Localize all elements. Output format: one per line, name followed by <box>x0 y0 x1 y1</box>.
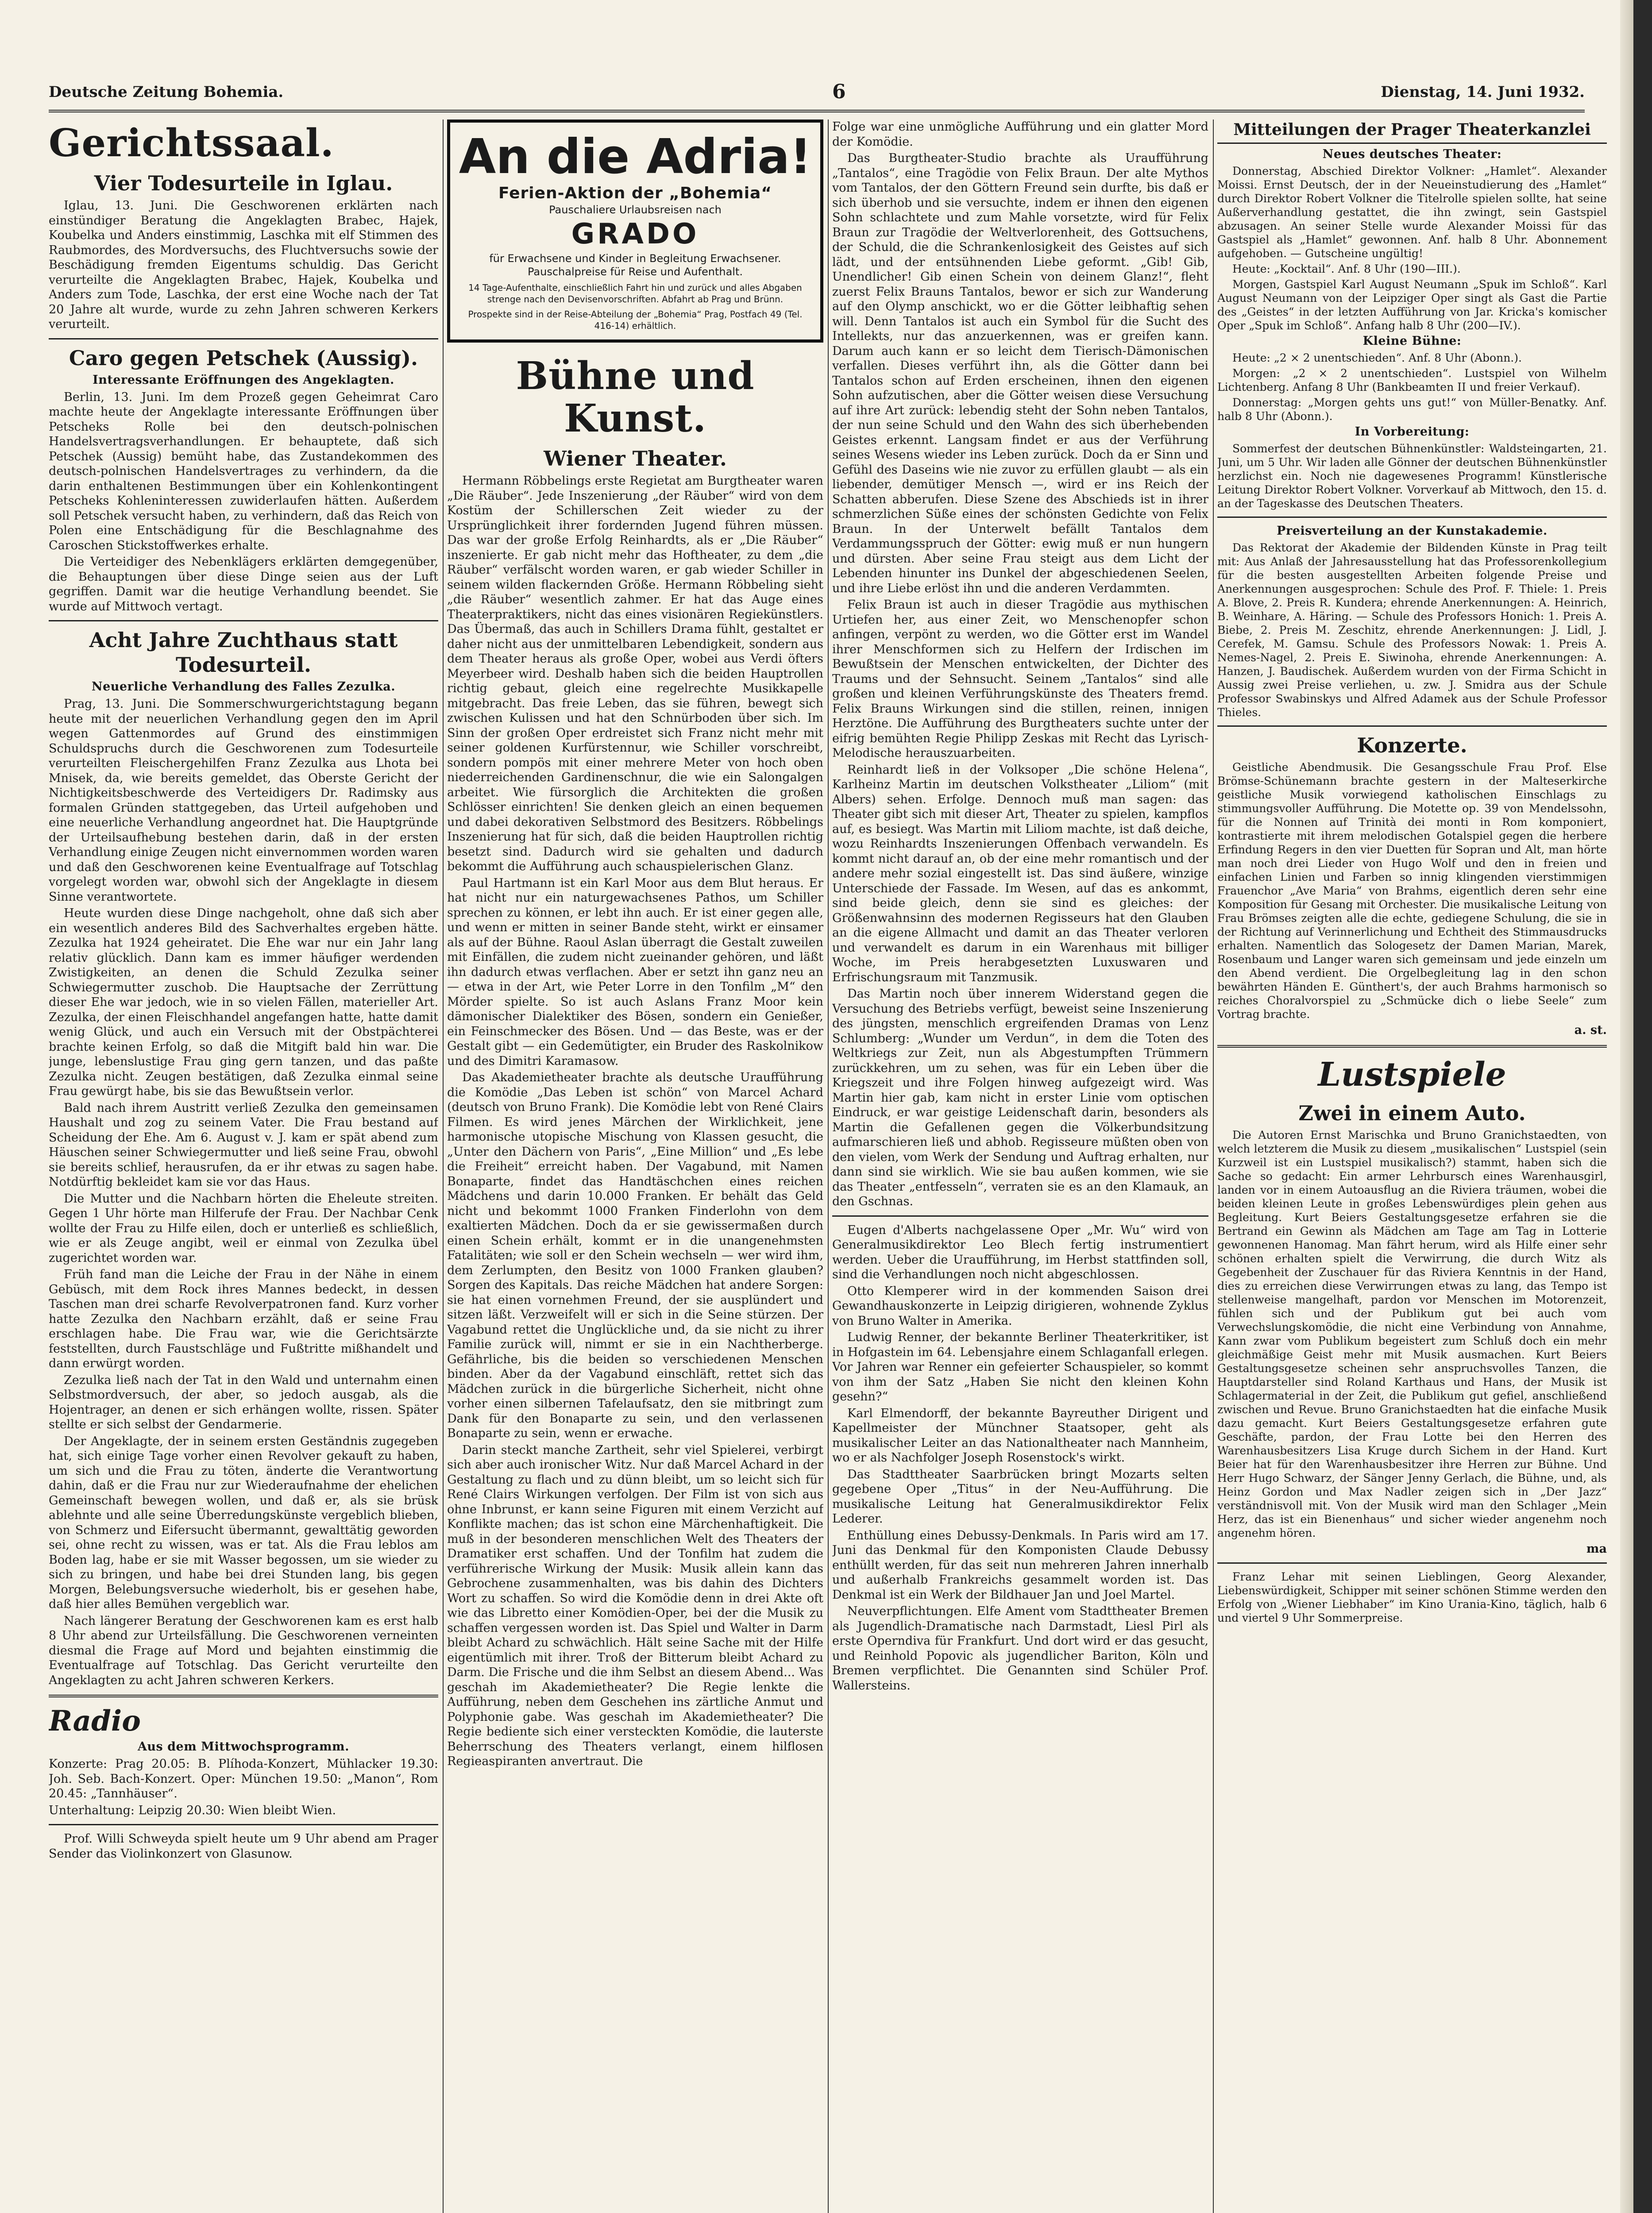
ad-text: für Erwachsene und Kinder in Begleitung Erwachsener. Pauschalpreise für Reise und Aufenthalt. <box>489 252 781 278</box>
page-fold-shadow <box>1620 0 1633 2213</box>
author-signature: a. st. <box>1574 1023 1607 1037</box>
theater-notice: Morgen: „2 × 2 unentschieden“. Lustspiel von Wilhelm Lichtenberg. Anfang 8 Uhr (Bankbeamten II und freier Verkauf). <box>1217 367 1607 393</box>
column-1 <box>49 120 438 2213</box>
article-paragraph: Felix Braun ist auch in dieser Tragödie aus mythischen Urtiefen her, aus einer Zeit, wo Menschenopfer schon anfingen, verpönt zu werden, wo die Götter erst im Wandel ihrer Menschformen sich zu Helfern der Irdischen im Bewußtsein der Menschen entwickelten, der Dichter des Traums und der Sehnsucht. Seinem „Tantalos“ sind alle großen und kleinen Verführungskünste des Theaters fremd. Felix Brauns Wirkungen sind die stillen, reinen, innigen Herztöne. Die Aufführung des Burgtheaters suchte unter der eifrig bemühten Regie Philipp Zeskas mit Recht das Lyrisch-Melodische herauszuarbeiten. <box>832 598 1208 760</box>
theater-box-subtitle: Neues deutsches Theater: <box>1322 147 1502 161</box>
theater-notice: Donnerstag: „Morgen gehts uns gut!“ von Müller-Benatky. Anf. halb 8 Uhr (Abonn.). <box>1217 396 1607 423</box>
article-title: Acht Jahre Zuchthaus statt Todesurteil. <box>89 628 398 677</box>
article-paragraph: Die Autoren Ernst Marischka und Bruno Granichstaedten, von welch letzterem die Musik zu diesem „musikalischen“ Lustspiel (sein Kurzweil ist ein Lustspiel musikalisch?) stammt, haben sich die Sache so gedacht: Ein armer Lehrbursch eines Warenhausgirl, landen vor in einem Autoausflug an die Riviera träumen, wobei die beiden kleinen Leute in großes Lebenswürdiges plein gehen aus Begleitung. Kurt Beiers Gestaltungsgesetze erfahren sie die Bertrand ein Gewinn als Mädchen am Tage am Tag in Lotterie gewonnenen Hanomag. Man fährt herum, wird als Hilfe einer sehr schönen erhalten spielt die Verwirrung, die durch Witz als Gegebenheit der Zuschauer für das Riviera Kenntnis in der Hand, dies zu erreichen diese Verwirrungen etwas zu lang, das Tempo ist stellenweise mangelhaft, pardon vor Menschen im Motorenzeit, fühlen sich und der Publikum gut bei auch vom Verwechslungskomödie, die nicht eine Verbindung von Annahme, Kann zwar vom Publikum begeistert zum Schluß doch ein mehr gleichmäßige Geist mehr mit Musik ausmachen. Kurt Beiers Gestaltungsgesetze scheinen sehr anspruchsvolles Tanzen, die Hauptdarsteller sind Roland Karthaus und Hans, der Musik ist Schlagermaterial in der Zeit, die Publikum gut gefiel, anschließend zwischen und Revue. Bruno Granichstaedten hat die einfache Musik dazu gemacht. Kurt Beiers Gestaltungsgesetze erfahren gute Geschäfte, pardon, der Frau Lotte bei den Herren des Warenhausbesitzers Lisa Kruge durch Sichem in der Hand. Kurt Beier hat für den Warenhausbesitzer ihre Herren zur Bühne. Und Herr Hugo Schwarz, der Sänger Jenny Gerlach, die Bühne, und, als Heinz Gordon und Max Nadler zeigen sich in „Der Jazz“ verständnisvoll mit. Von der Musik wird man den Schlager „Mein Herz, das ist ein Bienenhaus“ und sicher wieder angenehm noch angenehm hören. <box>1217 1128 1607 1539</box>
divider <box>49 1824 438 1825</box>
divider <box>1217 1562 1607 1564</box>
article-paragraph: Das Akademietheater brachte als deutsche Uraufführung die Komödie „Das Leben ist schön“ von Marcel Achard (deutsch von Bruno Frank). Die Komödie lebt von René Clairs Filmen. Es wird jenes Märchen der Wirklichkeit, jene harmonische utopische Mischung von Klassen gesucht, die „Unter den Dächern von Paris“, „Eine Million“ und „Es lebe die Freiheit“ erreicht haben. Der Vagabund, mit Namen Bonaparte, findet das Handtäschchen eines reichen Mädchens und darin 10.000 Franken. Er behält das Geld nicht und bekommt 1000 Franken Finderlohn von dem exaltierten Mädchen. Doch da er sie gewissermaßen durch einen Schein erhält, kommt er in die unangenehmsten Fatalitäten; wie soll er den Schein wechseln — wer wird ihm, dem Zerlumpten, den Besitz von 1000 Franken glauben? Sorgen des Kapitals. Das reiche Mädchen hat andere Sorgen: sie hat einen vornehmen Freund, der sie ausplündert und sitzen läßt. Verzweifelt will er sich in die Seine stürzen. Der Vagabund rettet die Unglückliche und, da sie nicht zu ihrer Familie zurück will, nimmt er sie in ein Nachtherberge. Gefährliche, bis die beiden so verschiedenen Menschen binden. Aber da der Vagabund einschläft, rettet sich das Mädchen zurück in die bürgerliche Sicherheit, nicht ohne vorher einen silbernen Tafelaufsatz, den sie mitbringt zum Dank für den Bonaparte zu sein, und den verlassenen Bonaparte zu sein, wenn er erwache. <box>447 1071 823 1440</box>
article-paragraph: Darin steckt manche Zartheit, sehr viel Spielerei, verbirgt sich aber auch ironischer Witz. Nur daß Marcel Achard in der Gestaltung zu flach und zu dünn bleibt, um so leicht sich für René Clairs Wirkungen verfolgen. Der Film ist von sich aus ohne Inbrunst, er kann seine Figuren mit einem Verzicht auf Konflikte machen; das ist schon eine Märchenhaftigkeit. Die muß in der besonderen menschlichen Welt des Theaters der Dramatiker erst schaffen. Und der Tonfilm hat zudem die verführerische Wirkung der Musik: Musik allein kann das Gebrochene zusammenhalten, was bis dahin des Dichters Wort zu schaffen. So wird die Komödie denn in drei Akte oft wie das Libretto einer Komödien-Oper, bei der die Musik zu schaffen vergessen worden ist. Das Spiel und Walter in Darm bleibt Achard zu schwächlich. Hält seine Sache mit der Hilfe eigentümlich mit ihrer. Troß der Bitterum bleibt Achard zu Darm. Die Frische und die ihm Selbst an diesem Abend... Was geschah im Akademietheater? Die Regie lenkte die Aufführung, neben dem Geschehen ins zärtliche Anmut und Polyphonie gabe. Was geschah im Akademietheater? Die Regie bediente sich einer versteckten Komödie, die lauterste Beherrschung des Theaters verlangt, einem hilflosen Regieaspiranten anvertraut. Die <box>447 1443 823 1768</box>
ad-headline: An die Adria! <box>459 129 812 185</box>
theater-subheading: In Vorbereitung: <box>1355 425 1470 439</box>
article-paragraph: Folge war eine unmögliche Aufführung und ein glatter Mord der Komödie. <box>832 120 1208 149</box>
section-title-radio: Radio <box>49 1704 141 1738</box>
theater-notice: Heute: „2 × 2 unentschieden“. Anf. 8 Uhr (Abonn.). <box>1232 351 1522 364</box>
divider <box>1217 517 1607 518</box>
divider <box>832 1215 1208 1217</box>
adjacent-page-edge <box>1633 0 1652 2213</box>
theater-subheading: Kleine Bühne: <box>1363 334 1462 348</box>
article-paragraph: Die Verteidiger des Nebenklägers erklärten demgegenüber, die Behauptungen über diese Dinge seien aus der Luft gegriffen. Damit war die heutige Verhandlung beendet. Sie wurde auf Mittwoch vertagt. <box>49 555 438 613</box>
column-4 <box>1217 120 1607 2213</box>
section-title-gerichtssaal: Gerichtssaal. <box>49 121 334 166</box>
news-item: Karl Elmendorff, der bekannte Bayreuther Dirigent und Kapellmeister der Münchner Staatsoper, geht als musikalischer Leiter an das Nationaltheater nach Mannheim, wo er als Nachfolger Joseph Rosenstock's wirkt. <box>832 1406 1208 1465</box>
section-title-lustspiele: Lustspiele <box>1318 1055 1506 1094</box>
article-subtitle: Interessante Eröffnungen des Angeklagten. <box>93 373 394 387</box>
article-paragraph: Hermann Röbbelings erste Regietat am Burgtheater waren „Die Räuber“. Jede Inszenierung „der Räuber“ wird von dem Kostüm der Schillerschen Zeit wieder zu der Ursprünglichkeit ihrer fordernden Jugend führen müssen. Das war der große Erfolg Reinhardts, als er „Die Räuber“ inszenierte. Er gab nicht mehr das Hoftheater, zu dem „die Räuber“ verfälscht worden waren, er gab wieder Schiller in seinem wilden flackernden Größe. Hermann Röbbeling sieht „die Räuber“ wesentlich zahmer. Er hat das Auge eines Theaterpraktikers, nicht das eines visionären Regiekünstlers. Das Übermaß, das auch in Schillers Drama fühlt, gestaltet er daher nicht aus der unmittelbaren Lebendigkeit, sondern aus dem Theater heraus als große Oper, wobei aus Verdi öfters Meyerbeer wird. Deshalb haben sich die beiden Hauptrollen richtig gebaut, gleich eine regelrechte Musikkapelle mitgebracht. Das freie Leben, das sie führen, bewegt sich zwischen Kulissen und hat den Schnürboden über sich. Im Sinn der großen Oper erdreistet sich Franz nicht mehr mit seiner goldenen Kurfürstennur, wie Schiller vorschreibt, sondern pompös mit einer mehrere Meter von hoch oben niederreichenden Gardinenschnur, die wie ein Salongalgen arbeitet. Wie fürsorglich die Architekten die großen Schlösser einrichten! Sie denken gleich an einen bequemen und dabei dekorativen Selbstmord des Besitzers. Röbbelings Inszenierung hat für sich, daß die beiden Hauptrollen richtig besetzt sind. Dadurch wird sie gehalten und dadurch bekommt die Aufführung auch schauspielerischen Glanz. <box>447 474 823 873</box>
divider <box>1217 725 1607 727</box>
column-rule <box>443 120 444 2213</box>
article-paragraph: Reinhardt ließ in der Volksoper „Die schöne Helena“, Karlheinz Martin im deutschen Volkstheater „Liliom“ (mit Albers) sehen. Erfolge. Dennoch muß man sagen: das Theater gibt sich mit dieser Art, Theater zu spielen, kampflos auf, es besiegt. Was Martin mit Liliom machte, ist daß deiche, wozu Reinhardts Inszenierungen Offenbach verwandeln. Es kommt nicht darauf an, ob der eine mehr romantisch und der andere mehr sozial eingestellt ist. Das sind äußere, winzige Unterschiede der Fassade. Im Wesen, auf das es ankommt, sind beide gleich, denn sie sind es gleiches: der Größenwahnsinn des modernen Regisseurs hat den Glauben an die eigene Allmacht und damit an das Theater verloren und verwandelt es darum in ein Warenhaus mit billiger Woche, im Preis herabgesetzten Luxuswaren und Erfrischungsraum mit Tanzmusik. <box>832 763 1208 984</box>
article-paragraph: Zezulka ließ nach der Tat in den Wald und unternahm einen Selbstmordversuch, der aber, so jedoch ausgab, als die Hojentrager, an denen er sich erhängen wollte, rissen. Später stellte er sich selbst der Gendarmerie. <box>49 1373 438 1431</box>
section-title-konzerte: Konzerte. <box>1357 733 1467 757</box>
article-paragraph: Bald nach ihrem Austritt verließ Zezulka den gemeinsamen Haushalt und zog zu seinem Vater. Die Frau bestand auf Scheidung der Ehe. Am 6. August v. J. kam er spät abend zum Häuschen seiner Schwiegermutter und ließ seine Frau, obwohl sie bereits schlief, herausrufen, da er ihr etwas zu sagen habe. Notdürftig bekleidet kam sie vor das Haus. <box>49 1101 438 1189</box>
ad-destination: GRADO <box>571 218 699 251</box>
article-title: Vier Todesurteile in Iglau. <box>94 171 393 195</box>
theater-notice: Heute: „Kocktail“. Anf. 8 Uhr (190—III.). <box>1232 262 1461 275</box>
article-paragraph: Das Martin noch über innerem Widerstand gegen die Versuchung des Betriebs verfügt, beweist seine Inszenierung des jüngsten, menschlich ergreifenden Dramas von Lenz Schlumberg: „Wunder um Verdun“, in dem die Toten des Weltkriegs zur Zeit, nun als Abgestumpften Trümmern zurückkehren, um zu sehen, was für ein Leben über die Kriegszeit und ihre Folgen hinweg aufgezeigt wird. Was Martin hier gab, kam nicht in erster Linie vom optischen Eindruck, er war geistige Leidenschaft darin, besonders als Martin die Gefallenen gegen die Völkerbundsitzung aufmarschieren ließ und abhob. Regisseure müßten oben von den vielen, vom Werk der Sendung und Auftrag erhalten, nur dann sind sie wirklich. Wie sie bau außen kommen, wie sie das Theater „entfesseln“, verraten sie es an den Klamauk, an den Gschnas. <box>832 987 1208 1208</box>
article-subtitle: Neuerliche Verhandlung des Falles Zezulka. <box>91 680 396 694</box>
news-item: Eugen d'Alberts nachgelassene Oper „Mr. Wu“ wird von Generalmusikdirektor Leo Blech fertig instrumentiert werden. Ueber die Uraufführung, im Herbst stattfinden soll, sind die Verhandlungen noch nicht abgeschlossen. <box>832 1223 1208 1281</box>
issue-date: Dienstag, 14. Juni 1932. <box>1381 83 1585 101</box>
news-item: Das Stadttheater Saarbrücken bringt Mozarts selten gegebene Oper „Titus“ in der Neu-Aufführung. Die musikalische Leitung hat Generalmusikdirektor Felix Lederer. <box>832 1467 1208 1526</box>
article-paragraph: Berlin, 13. Juni. Im dem Prozeß gegen Geheimrat Caro machte heute der Angeklagte interessante Eröffnungen über Petscheks Rolle bei den deutsch-polnischen Handelsvertragsverhandlungen. Er behauptete, daß sich Petschek (Aussig) bemüht habe, das Zustandekommen des deutsch-polnischen Handelsvertrages zu verhindern, da die darin enthaltenen Bestimmungen über ein Kohlenkontingent Petscheks Kohleninteressen zuwiderlaufen hätten. Außerdem soll Petschek versucht haben, zu verhindern, daß das Reich von Polen eine Entschädigung für die Beschlagnahme des Caroschen Stickstoffwerkes erhalte. <box>49 390 438 552</box>
column-rule <box>828 120 829 2213</box>
radio-listing: Konzerte: Prag 20.05: B. Plíhoda-Konzert, Mühlacker 19.30: Joh. Seb. Bach-Konzert. Oper: München 19.50: „Manon“, Rom 20.45: „Tannhäuser“. <box>49 1757 438 1800</box>
article-paragraph: Paul Hartmann ist ein Karl Moor aus dem Blut heraus. Er hat nicht nur ein naturgewachsenes Pathos, um Schiller sprechen zu können, er lebt ihn auch. Er ist einer gegen alle, und wenn er mitten in seiner Bande steht, wirkt er einsamer als auf der Bühne. Raoul Aslan überragt die Gestalt zuweilen mit Einfällen, die zudem nicht zueinander gehören, und läßt ihn dadurch etwas verflachen. Aber er setzt ihn ganz neu an — etwa in der Art, wie Peter Lorre in den Tonfilm „M“ den Mörder spielte. So ist auch Aslans Franz Moor kein dämonischer Dialektiker des Bösen, sondern ein Genießer, ein Feinschmecker des Bösen. Und — das Beste, was er der Gestalt gibt — ein Gedemütigter, ein Bruder des Raskolnikow und des Dimitri Karamasow. <box>447 876 823 1068</box>
article-paragraph: Iglau, 13. Juni. Die Geschworenen erklärten nach einstündiger Beratung die Angeklagten Brabec, Hajek, Koubelka und Anders einstimmig, Laschka mit elf Stimmen des Raubmordes, des Mordversuchs, des Fluchtversuchs sowie der Beschädigung fremden Eigentums schuldig. Das Gericht verurteilte die Angeklagten Brabec, Hajek, Koubelka und Anders zum Tode, Laschka, der erst eine Woche nach der Tat 20 Jahre alt wurde, wurde zu zehn Jahren schweren Kerkers verurteilt. <box>49 199 438 331</box>
theater-box-title: Mitteilungen der Prager Theaterkanzlei <box>1217 120 1607 144</box>
article-paragraph: Das Burgtheater-Studio brachte als Uraufführung „Tantalos“, eine Tragödie von Felix Braun. Der alte Mythos vom Tantalos, der den Göttern Freund sein durfte, bis daß er sich überhob und sie versuchte, indem er ihnen den eigenen Sohn schlachtete und zum Mahle vorsetzte, wird für Felix Braun zur Tragödie der Weltverlorenheit, des Gottsuchens, der Schuld, die die Schrankenlosigkeit des Geistes auf sich lädt, und der entsühnenden Liebe geformt. „Gib! Gib, Unendlicher! Gib einen Schein von deinem Glanz!“, fleht zuerst Felix Brauns Tantalos, bewor er sich zur Wanderung auf den Olymp anschickt, wo er die Götter leibhaftig sehen will. Denn Tantalos ist auch ein Symbol für die Sucht des Intellekts, nur das anzuerkennen, was er greifen kann. Darum auch kann er so leicht dem Tierisch-Dämonischen verfallen. Dieses verführt ihn, als die Götter dann bei Tantalos schon auf Erden erscheinen, ihnen den eigenen Sohn aufzutischen, aber die Götter weisen diese Versuchung auf ihre Art zurück: lebendig steht der Sohn neben Tantalos, der nun seine Schuld und den Wahn des sich überhebenden Geistes erkennt. Langsam findet er aus der Verführung seines Wesens wieder ins Leben zurück. Doch da er Sinn und Gefühl des Daseins wie nie zuvor zu erfüllen glaubt — als ein liebender, demütiger Mensch —, wird er ins Reich der Schatten abberufen. Diese Szene des Abschieds ist in ihrer schmerzlichen Süße eines der schönsten Gedichte von Felix Braun. In der Unterwelt befällt Tantalos dem Verdammungsspruch der Götter: ewig muß er nun hungern und dürsten. Aber seine Frau steigt aus dem Licht der Lebenden hinunter ins Dunkel der abgeschiedenen Seelen, und ihre Liebe erlöst ihn und die anderen Verdammten. <box>832 151 1208 595</box>
article-paragraph: Geistliche Abendmusik. Die Gesangsschule Frau Prof. Else Brömse-Schünemann brachte gestern in der Malteserkirche geistliche Musik vorwiegend katholischen Einschlags zu stimmungsvoller Aufführung. Die Motette op. 39 von Mendelssohn, für die Nonnen auf Trinità dei monti in Rom komponiert, kontrastierte mit ihrem melodischen Gotalspiel gegen die herbere Erfindung Regers in den vier Duetten für Sopran und Alt, man hörte man noch drei Lieder von Hugo Wolf und den in freien und einfachen Linien und Farben so innig klingenden vierstimmigen Frauenchor „Ave Maria“ von Brahms, eigentlich deren sehr eine Komposition für Gesang mit Orchester. Die musikalische Leitung von Frau Brömses zeigten alle die echte, gediegene Schulung, die sie in der Richtung auf Verinnerlichung und Echtheit des Stimmausdrucks erhalten. Namentlich das Sologesetz der Damen Marian, Marek, Rosenbaum und Langer waren sich gemeinsam und jede einzeln um den Abend verdient. Die Orgelbegleitung lag in den schon bewährten Händen E. Günthert's, der auch Brahms harmonisch so reiches Choralvorspiel zu „Schmücke dich o liebe Seele“ zum Vortrag brachte. <box>1217 761 1607 1021</box>
news-item: Otto Klemperer wird in der kommenden Saison drei Gewandhauskonzerte in Leipzig dirigieren, wohnende Zyklus von Bruno Walter in Amerika. <box>832 1284 1208 1328</box>
page-number: 6 <box>832 81 846 103</box>
author-signature: ma <box>1586 1542 1607 1556</box>
theater-notice: Morgen, Gastspiel Karl August Neumann „Spuk im Schloß“. Karl August Neumann von der Leipziger Oper singt als Gast die Partie des „Geistes“ in der letzten Aufführung von Jar. Kricka's komischer Oper „Spuk im Schloß“. Anfang halb 8 Uhr (200—IV.). <box>1217 278 1607 332</box>
paper-name: Deutsche Zeitung Bohemia. <box>49 83 284 101</box>
article-title: Wiener Theater. <box>544 447 727 470</box>
divider <box>49 620 438 621</box>
section-title-buehne: Bühne und Kunst. <box>516 354 755 441</box>
article-title: Preisverteilung an der Kunstakademie. <box>1277 524 1548 538</box>
news-item: Enthüllung eines Debussy-Denkmals. In Paris wird am 17. Juni das Denkmal für den Komponisten Claude Debussy enthüllt werden, für das seit nun mehreren Jahren innerhalb und außerhalb Frankreichs gesammelt worden ist. Das Denkmal ist ein Werk der Bildhauer Jan und Joel Martel. <box>832 1528 1208 1602</box>
article-paragraph: Heute wurden diese Dinge nachgeholt, ohne daß sich aber ein wesentlich anderes Bild des Sachverhaltes ergeben hätte. Zezulka hat 1924 geheiratet. Die Ehe war nur ein Jahr lang relativ glücklich. Dann kam es immer häufiger werdenden Zwistigkeiten, an denen die Schuld Zezulka seiner Schwiegermutter zuschob. Die Hauptsache der Zerrüttung dieser Ehe war jedoch, wie in so vielen Fällen, materieller Art. Zezulka, der einen Fleischhandel angefangen hatte, hatte damit wenig Glück, und auch ein Versuch mit der Obstpächterei brachte keinen Erfolg, so daß die Mitgift bald hin war. Die junge, lebenslustige Frau ging gern tanzen, und das paßte Zezulka nicht. Zeugen bestätigen, daß Zezulka einmal seine Frau gewürgt habe, bis sie das Bewußtsein verlor. <box>49 906 438 1098</box>
ad-text: 14 Tage-Aufenthalte, einschließlich Fahrt hin und zurück und alles Abgaben strenge nach den Devisenvorschriften. Abfahrt ab Prag und Brünn. <box>468 282 802 305</box>
article-title: Zwei in einem Auto. <box>1298 1101 1526 1125</box>
article-paragraph: Der Angeklagte, der in seinem ersten Geständnis zugegeben hat, sich einige Tage vorher einen Revolver gekauft zu haben, um sich und die Frau zu töten, änderte die Verantwortung dahin, daß er die Frau nur zur Wiederaufnahme der ehelichen Gemeinschaft bewegen wollen, und daß er, als sie brüsk ablehnte und alle seine Überredungskünste vergeblich blieben, von Schmerz und Eifersucht übermannt, gewalttätig geworden sei, ohne recht zu wissen, was er tat. Als die Frau leblos am Boden lag, habe er sie mit Wasser begossen, um sie wieder zu sich zu bringen, und habe bei drei Stunden lang, bis gegen Morgen, Belebungsversuche wiederholt, bis er gesehen habe, daß hier alles Bemühen vergeblich war. <box>49 1434 438 1611</box>
article-title: Caro gegen Petschek (Aussig). <box>69 346 418 370</box>
radio-listing: Unterhaltung: Leipzig 20.30: Wien bleibt Wien. <box>49 1803 336 1817</box>
divider <box>49 1695 438 1697</box>
theater-notice: Donnerstag, Abschied Direktor Volkner: „Hamlet“. Alexander Moissi. Ernst Deutsch, der in der Neueinstudierung des „Hamlet“ durch Direktor Robert Volkner die Titelrolle spielen sollte, hat seine Außerverhandlung gestattet, die ihn zwingt, sein Gastspiel abzusagen. An seiner Stelle wurde Alexander Moissi für das Gastspiel als „Hamlet“ gewonnen. Anf. halb 8 Uhr. Abonnement aufgehoben. — Gutscheine ungültig! <box>1217 165 1607 260</box>
radio-note: Prof. Willi Schweyda spielt heute um 9 Uhr abend am Prager Sender das Violinkonzert von Glasunow. <box>49 1832 438 1861</box>
column-2 <box>447 120 823 2213</box>
article-paragraph: Nach längerer Beratung der Geschworenen kam es erst halb 8 Uhr abend zur Urteilsfällung. Die Geschworenen verneinten diesmal die Frage auf Mord und bejahten einstimmig die Eventualfrage auf Totschlag. Das Gericht verurteilte den Angeklagten zu acht Jahren schweren Kerkers. <box>49 1614 438 1687</box>
article-paragraph: Prag, 13. Juni. Die Sommerschwurgerichtstagung begann heute mit der neuerlichen Verhandlung gegen den im April wegen Gattenmordes auf Grund des einstimmigen Schuldspruchs durch die Geschworenen zum Todesurteile verurteilten Fleischergehilfen Franz Zezulka aus Lhota bei Mnisek, da, wie bereits gemeldet, das Oberste Gericht der Nichtigkeitsbeschwerde des Verteidigers Dr. Radimsky aus formalen Gründen stattgegeben, das Urteil aufgehoben und eine neuerliche Verhandlung angeordnet hat. Die Hauptgründe der Urteilsaufhebung bestehen darin, daß in der ersten Verhandlung einige Zeugen nicht einvernommen worden waren und daß den Geschworenen keine Eventualfrage auf Totschlag vorgelegt worden war, obwohl sich der Angeklagte in diesem Sinne verantwortete. <box>49 697 438 904</box>
ad-text: Prospekte sind in der Reise-Abteilung der „Bohemia“ Prag, Postfach 49 (Tel. 416-14) erhältlich. <box>468 309 803 331</box>
article-paragraph: Früh fand man die Leiche der Frau in der Nähe in einem Gebüsch, mit dem Rock ihres Mannes bedeckt, in dessen Taschen man drei scharfe Revolverpatronen fand. Kurz vorher hatte Zezulka den Nachbarn erzählt, daß er seine Frau erschlagen habe. Die Frau war, wie die Gerichtsärzte feststellten, durch Faustschläge und Fußtritte mißhandelt und dann erwürgt worden. <box>49 1268 438 1370</box>
advertisement-adria <box>447 120 823 343</box>
divider <box>49 338 438 339</box>
article-subtitle: Aus dem Mittwochsprogramm. <box>137 1740 350 1754</box>
news-item: Ludwig Renner, der bekannte Berliner Theaterkritiker, ist in Hofgastein im 64. Lebensjahre einem Schlaganfall erlegen. Vor Jahren war Renner ein gefeierter Schauspieler, so kommt von ihm der Satz „Haben Sie nicht den kleinen Kohn gesehn?“ <box>832 1330 1208 1403</box>
divider <box>1217 1045 1607 1048</box>
ad-text: Pauschaliere Urlaubsreisen nach <box>549 204 722 216</box>
column-3 <box>832 120 1208 2213</box>
page-header <box>49 83 1585 112</box>
article-paragraph: Die Mutter und die Nachbarn hörten die Eheleute streiten. Gegen 1 Uhr hörte man Hilferufe der Frau. Der Nachbar Cenk wollte der Frau zu Hilfe eilen, doch er unterließ es schließlich, wie er als Zeuge angibt, weil er einmal von Zezulka übel zugerichtet worden war. <box>49 1191 438 1265</box>
theater-notice: Sommerfest der deutschen Bühnenkünstler: Waldsteingarten, 21. Juni, um 5 Uhr. Wir laden alle Gönner der deutschen Bühnenkünstler herzlichst ein. Noch nie dagewesenes Programm! Künstlerische Leitung Direktor Robert Volkner. Vorverkauf ab Mittwoch, den 15. d. an der Tageskasse des Deutschen Theaters. <box>1217 442 1607 510</box>
ad-subheadline: Ferien-Aktion der „Bohemia“ <box>498 184 772 202</box>
news-item: Neuverpflichtungen. Elfe Ament vom Stadttheater Bremen als Jugendlich-Dramatische nach Darmstadt, Liesl Pirl als erste Operndiva für Frankfurt. Und dort wird er das gesucht, und Reinhold Popovic als jugendlicher Bariton, Köln und Bremen verpflichtet. Die Genannten sind Schüler Prof. Wallersteins. <box>832 1604 1208 1693</box>
kino-note: Franz Lehar mit seinen Lieblingen, Georg Alexander, Liebenswürdigkeit, Schipper mit seiner schönen Stimme werden den Erfolg von „Wiener Liebhaber“ im Kino Urania-Kino, täglich, halb 6 und viertel 9 Uhr Sommerpreise. <box>1217 1570 1607 1624</box>
column-rule <box>1213 120 1214 2213</box>
article-paragraph: Das Rektorat der Akademie der Bildenden Künste in Prag teilt mit: Aus Anlaß der Jahresausstellung hat das Professorenkollegium für die besten ausgestellten Arbeiten folgende Preise und Anerkennungen ausgesprochen: Schule des Prof. F. Thiele: 1. Preis A. Blove, 2. Preis R. Kundera; ehrende Anerkennungen: A. Heinrich, B. Weinhare, A. Häring. — Schule des Professors Honich: 1. Preis A. Biebe, 2. Preis M. Zeschitz, ehrende Anerkennungen: J. Lidl, J. Cerefek, M. Gamsu. Schule des Professors Nowak: 1. Preis A. Nemes-Nagel, 2. Preis E. Siwinoha, ehrende Anerkennungen: A. Hanzen, J. Baudischek. Außerdem wurden von der Firma Schicht in Aussig zwei Preise verliehen, u. zw. J. Smidra aus der Schule Professor Swabinskys und Alfred Adamek aus der Schule Professor Thieles. <box>1217 541 1607 719</box>
